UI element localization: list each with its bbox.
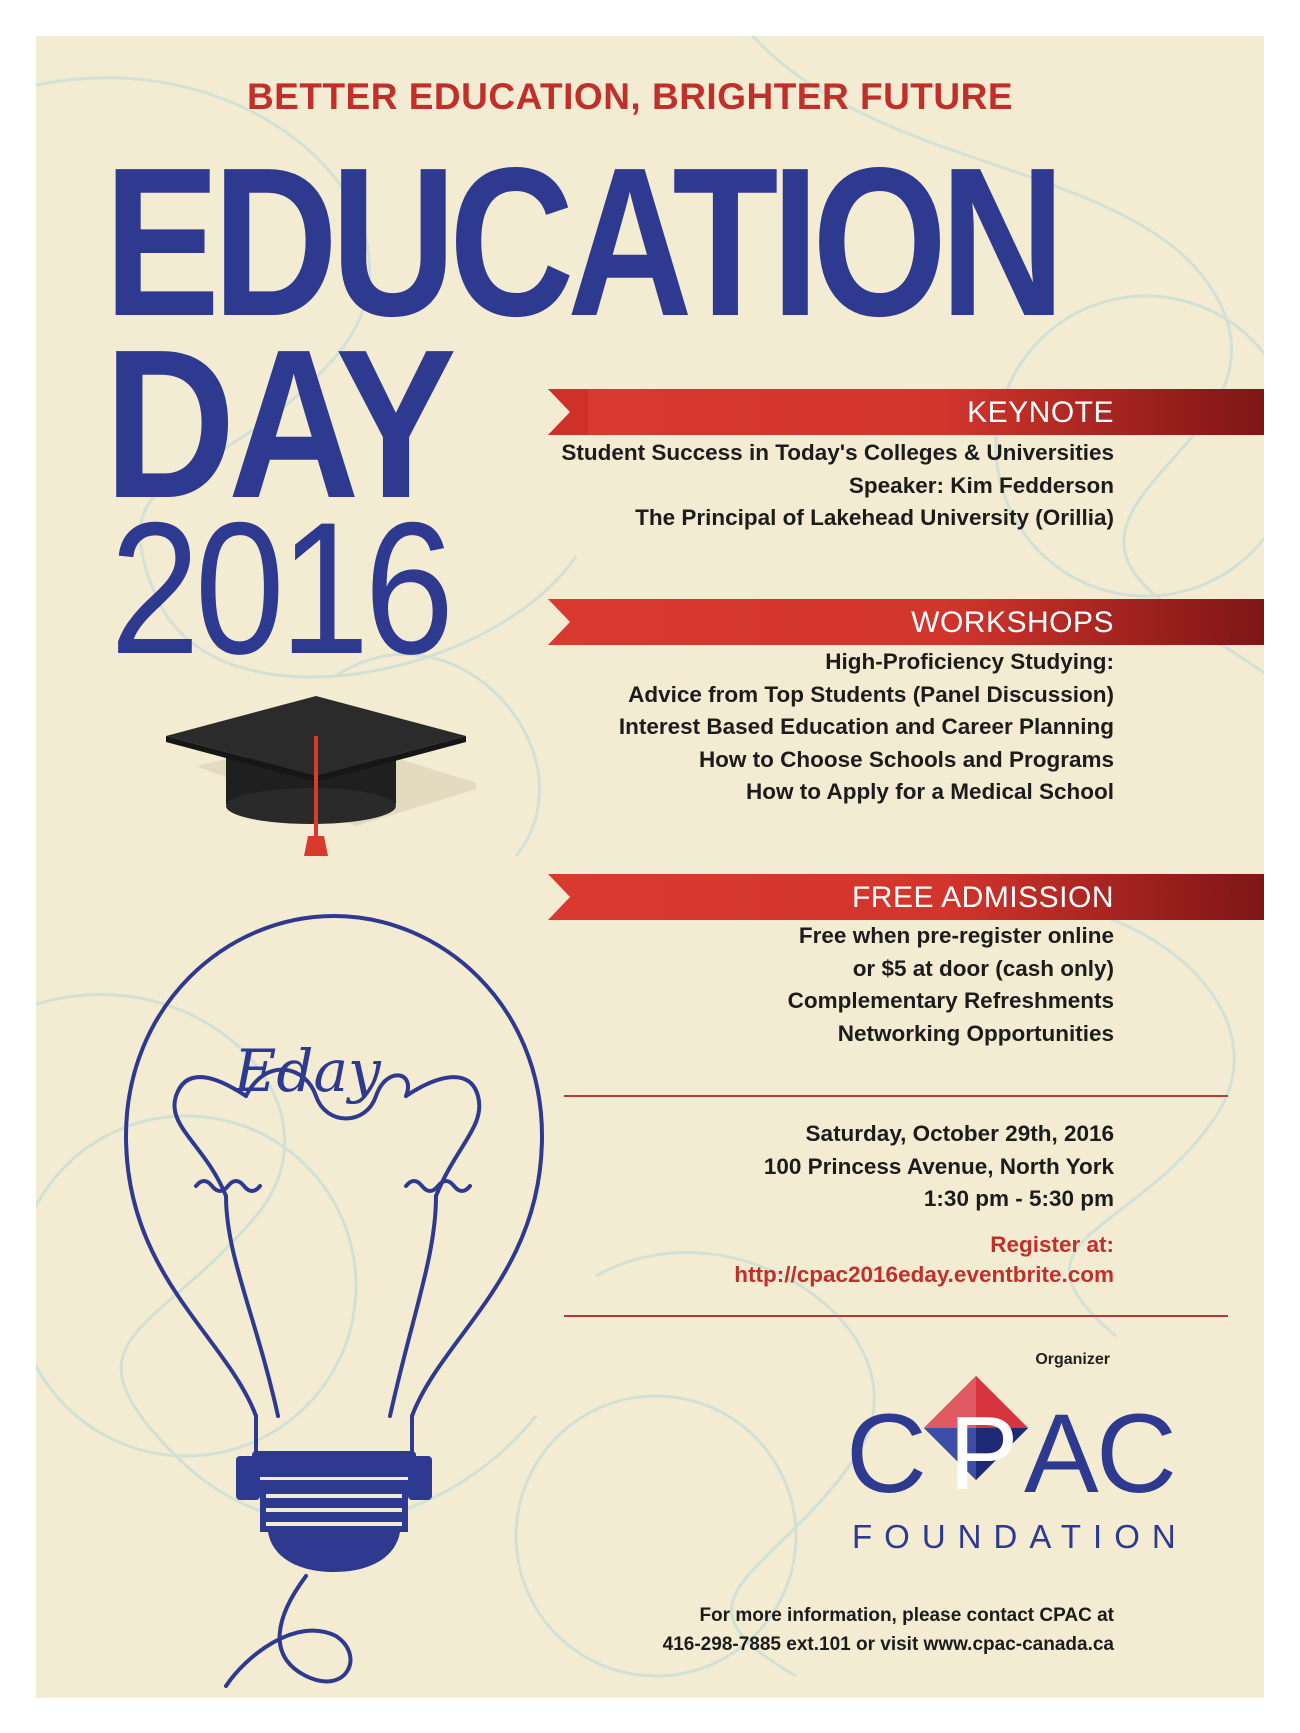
ribbon-shape-workshops [548, 599, 1264, 645]
register-label: Register at: [990, 1232, 1114, 1257]
logo-letter: A [1024, 1391, 1099, 1516]
title-line-year: 2016 [110, 483, 450, 693]
admission-heading: FREE ADMISSION [851, 881, 1114, 914]
divider [564, 1095, 1228, 1097]
workshop-item: How to Apply for a Medical School [746, 779, 1114, 804]
admission-line: Complementary Refreshments [787, 988, 1114, 1013]
keynote-details [314, 437, 1114, 535]
organizer-label: Organizer [1035, 1351, 1110, 1368]
contact-line: For more information, please contact CPAC at [699, 1605, 1114, 1626]
workshop-item: Advice from Top Students (Panel Discussion) [628, 681, 1114, 707]
workshops-ribbon [548, 599, 1264, 645]
title-line-day: DAY [104, 305, 449, 542]
workshop-item: How to Choose Schools and Programs [698, 746, 1114, 772]
logo-letter: C [1096, 1391, 1177, 1516]
divider [564, 1315, 1228, 1317]
contact-line: 416-298-7885 ext.101 or visit www.cpac-canada.ca [662, 1634, 1114, 1655]
admission-line: or $5 at door (cash only) [852, 955, 1114, 981]
keynote-ribbon [548, 389, 1264, 435]
admission-line: Free when pre-register online [798, 923, 1114, 948]
event-address: 100 Princess Avenue, North York [763, 1153, 1114, 1179]
lightbulb-icon [106, 896, 566, 1696]
event-date: Saturday, October 29th, 2016 [805, 1121, 1114, 1146]
workshop-item: Interest Based Education and Career Planning [618, 714, 1114, 739]
register-link[interactable]: http://cpac2016eday.eventbrite.com [734, 1262, 1114, 1287]
keynote-heading: KEYNOTE [967, 396, 1114, 429]
keynote-line: Speaker: Kim Fedderson [848, 472, 1114, 498]
ribbon-shape-keynote [548, 389, 1264, 435]
keynote-line: The Principal of Lakehead University (Orillia) [635, 505, 1114, 530]
tagline: BETTER EDUCATION, BRIGHTER FUTURE [246, 76, 1014, 117]
bulb-script-text: Eday [234, 1037, 381, 1105]
keynote-line: Student Success in Today's Colleges & Universities [561, 440, 1114, 465]
logo-letter: P [949, 1396, 1019, 1512]
admission-line: Networking Opportunities [837, 1020, 1114, 1046]
graduation-cap-icon [156, 696, 476, 886]
contact-info [663, 1601, 1114, 1659]
logo-subtitle: FOUNDATION [852, 1518, 1188, 1555]
workshops-heading: WORKSHOPS [911, 606, 1114, 639]
logo-letter: C [846, 1391, 927, 1516]
workshop-item: High-Proficiency Studying: [825, 649, 1114, 674]
event-time: 1:30 pm - 5:30 pm [923, 1186, 1114, 1211]
title-line-education: EDUCATION [104, 123, 1059, 360]
admission-ribbon [548, 874, 1264, 920]
event-poster [36, 36, 1264, 1698]
